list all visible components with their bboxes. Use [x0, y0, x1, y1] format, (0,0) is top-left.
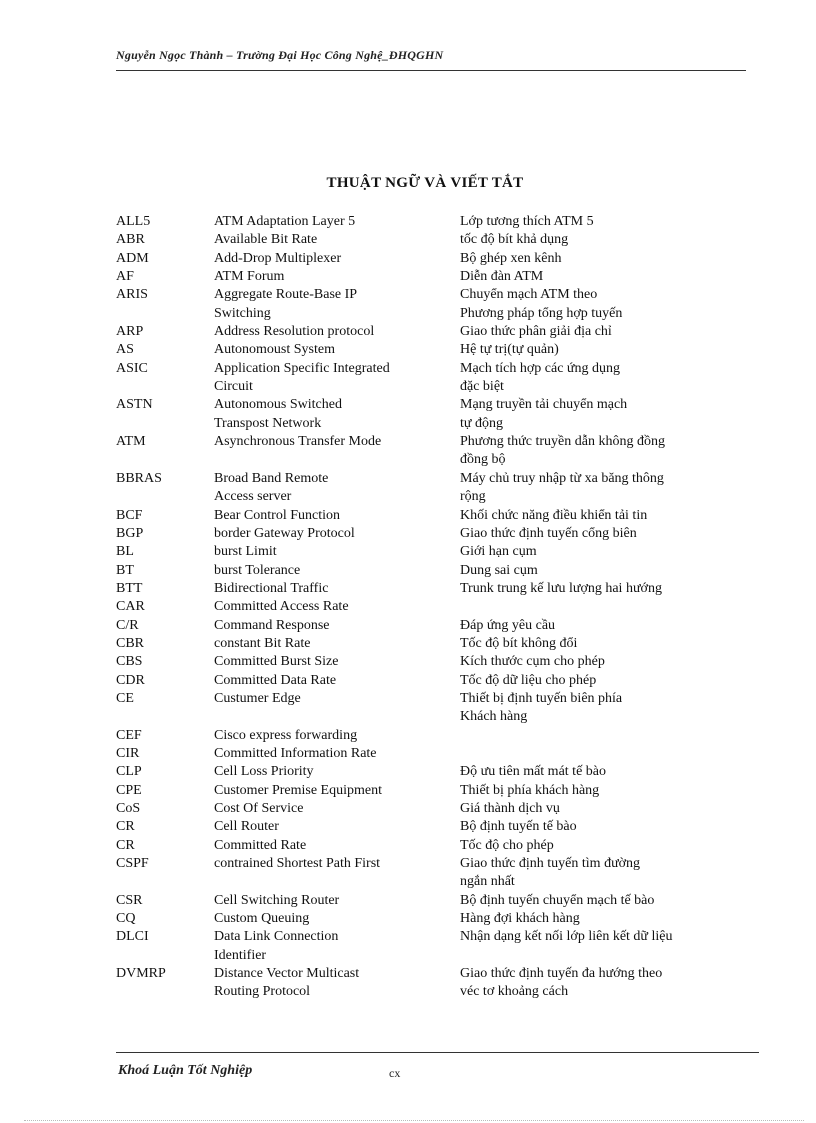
glossary-meaning: Khối chức năng điều khiển tải tin: [460, 507, 648, 523]
glossary-row: [116, 286, 756, 304]
glossary-abbreviation: ADM: [116, 250, 149, 266]
glossary-meaning: Máy chủ truy nhập từ xa băng thông: [460, 470, 664, 486]
glossary-abbreviation: CPE: [116, 782, 142, 798]
glossary-term: Access server: [214, 489, 292, 505]
glossary-row: [116, 396, 756, 414]
glossary-row: [116, 323, 756, 341]
glossary-term: Transpost Network: [214, 415, 322, 431]
glossary-meaning: [460, 947, 756, 965]
glossary-abbreviation: CSR: [116, 892, 143, 908]
glossary-table: [116, 213, 756, 1002]
glossary-abbreviation: CQ: [116, 911, 136, 927]
glossary-row: [116, 690, 756, 708]
glossary-meaning: Thiết bị định tuyến biên phía: [460, 690, 623, 706]
page-title: THUẬT NGỮ VÀ VIẾT TẮT: [326, 175, 524, 191]
glossary-term: ATM Adaptation Layer 5: [214, 214, 356, 229]
glossary-row: [116, 488, 756, 506]
glossary-abbreviation: [116, 708, 214, 726]
glossary-meaning: Giao thức định tuyến tìm đường: [460, 856, 641, 872]
glossary-meaning: [460, 598, 756, 616]
glossary-abbreviation: BCF: [116, 507, 143, 523]
glossary-meaning: Hệ tự trị(tự quản): [460, 342, 559, 358]
glossary-row: [116, 782, 756, 800]
glossary-abbreviation: CR: [116, 819, 135, 835]
glossary-meaning: Đáp ứng yêu cầu: [460, 617, 556, 633]
glossary-term: Application Specific Integrated: [214, 360, 390, 376]
glossary-term: Committed Data Rate: [214, 672, 337, 688]
glossary-term: Broad Band Remote: [214, 470, 329, 486]
glossary-abbreviation: BTT: [116, 580, 143, 596]
glossary-term: Available Bit Rate: [214, 232, 318, 248]
glossary-term: Aggregate Route-Base IP: [214, 287, 358, 303]
glossary-row: [116, 763, 756, 781]
glossary-meaning: Hàng đợi khách hàng: [460, 911, 580, 927]
glossary-term: Identifier: [214, 947, 267, 963]
glossary-row: [116, 305, 756, 323]
page-number: cx: [389, 1066, 401, 1080]
glossary-term: burst Tolerance: [214, 562, 301, 578]
glossary-row: [116, 598, 756, 616]
glossary-meaning: Phương pháp tổng hợp tuyến: [460, 305, 623, 321]
glossary-row: [116, 507, 756, 525]
glossary-term: Cisco express forwarding: [214, 727, 358, 743]
glossary-row: [116, 470, 756, 488]
glossary-meaning: Dung sai cụm: [460, 562, 538, 578]
glossary-meaning: Bộ định tuyến chuyển mạch tế bào: [460, 892, 655, 908]
glossary-term: Data Link Connection: [214, 929, 339, 945]
glossary-abbreviation: [116, 305, 214, 323]
glossary-term: Address Resolution protocol: [214, 324, 375, 340]
glossary-abbreviation: CDR: [116, 672, 145, 688]
glossary-row: [116, 451, 756, 469]
glossary-term: Committed Rate: [214, 837, 307, 853]
glossary-abbreviation: BGP: [116, 525, 144, 541]
glossary-meaning: Diễn đàn ATM: [460, 269, 544, 285]
glossary-meaning: Bộ định tuyến tế bào: [460, 819, 577, 835]
glossary-row: [116, 617, 756, 635]
glossary-term: Committed Burst Size: [214, 654, 339, 670]
glossary-row: [116, 341, 756, 359]
glossary-abbreviation: AS: [116, 342, 134, 358]
glossary-row: [116, 892, 756, 910]
glossary-term: Autonomous Switched: [214, 397, 342, 413]
page-bottom-border: [24, 1120, 804, 1121]
glossary-term: contrained Shortest Path First: [214, 856, 381, 872]
glossary-abbreviation: CSPF: [116, 856, 149, 872]
glossary-row: [116, 947, 756, 965]
glossary-term: [214, 708, 460, 726]
glossary-abbreviation: CEF: [116, 727, 142, 743]
glossary-row: [116, 983, 756, 1001]
glossary-term: border Gateway Protocol: [214, 525, 355, 541]
glossary-row: [116, 800, 756, 818]
glossary-term: burst Limit: [214, 544, 277, 560]
glossary-abbreviation: AF: [116, 269, 134, 285]
glossary-abbreviation: [116, 488, 214, 506]
glossary-meaning: [460, 745, 756, 763]
glossary-term: constant Bit Rate: [214, 635, 311, 651]
glossary-meaning: tốc độ bít khả dụng: [460, 232, 569, 248]
glossary-term: Bear Control Function: [214, 507, 340, 523]
glossary-row: [116, 965, 756, 983]
glossary-term: Custom Queuing: [214, 911, 310, 927]
glossary-term: Committed Access Rate: [214, 599, 349, 615]
glossary-meaning: Giao thức định tuyến cổng biên: [460, 525, 637, 541]
glossary-term: Switching: [214, 305, 271, 321]
glossary-term: Custumer Edge: [214, 690, 301, 706]
glossary-abbreviation: BT: [116, 562, 134, 578]
glossary-abbreviation: [116, 873, 214, 891]
glossary-abbreviation: ARIS: [116, 287, 148, 303]
glossary-meaning: Giá thành dịch vụ: [460, 801, 560, 816]
glossary-term: Cell Switching Router: [214, 892, 340, 908]
glossary-meaning: Tốc độ dữ liệu cho phép: [460, 672, 597, 688]
glossary-abbreviation: CLP: [116, 764, 142, 780]
glossary-meaning: Kích thước cụm cho phép: [460, 654, 605, 670]
glossary-row: [116, 873, 756, 891]
glossary-abbreviation: CAR: [116, 599, 145, 615]
glossary-row: [116, 433, 756, 451]
glossary-meaning: Tốc độ bít không đổi: [460, 635, 578, 651]
glossary-term: Add-Drop Multiplexer: [214, 250, 342, 266]
glossary-row: [116, 360, 756, 378]
footer-text: Khoá Luận Tốt Nghiệp: [118, 1063, 253, 1078]
glossary-abbreviation: ABR: [116, 232, 145, 248]
header-divider: [116, 70, 746, 71]
glossary-term: Bidirectional Traffic: [214, 580, 329, 596]
glossary-row: [116, 672, 756, 690]
glossary-meaning: Giao thức định tuyến đa hướng theo: [460, 966, 663, 982]
glossary-abbreviation: [116, 415, 214, 433]
glossary-row: [116, 837, 756, 855]
glossary-row: [116, 653, 756, 671]
glossary-term: Cell Router: [214, 819, 279, 835]
glossary-term: Autonomoust System: [214, 342, 335, 358]
glossary-row: [116, 213, 756, 231]
glossary-abbreviation: C/R: [116, 617, 139, 633]
glossary-meaning: Phương thức truyền dẫn không đồng: [460, 434, 665, 450]
glossary-meaning: Lớp tương thích ATM 5: [460, 214, 594, 229]
glossary-row: [116, 231, 756, 249]
glossary-meaning: Giao thức phân giải địa chỉ: [460, 324, 612, 340]
glossary-meaning: Chuyển mạch ATM theo: [460, 287, 598, 303]
glossary-abbreviation: CoS: [116, 801, 141, 816]
glossary-row: [116, 562, 756, 580]
glossary-abbreviation: [116, 983, 214, 1001]
glossary-abbreviation: [116, 451, 214, 469]
glossary-meaning: đồng bộ: [460, 452, 506, 468]
glossary-term: Command Response: [214, 617, 330, 633]
glossary-abbreviation: DVMRP: [116, 966, 166, 982]
glossary-meaning: véc tơ khoảng cách: [460, 984, 569, 1000]
glossary-row: [116, 580, 756, 598]
glossary-term: Cost Of Service: [214, 801, 304, 816]
glossary-term: [214, 451, 460, 469]
glossary-abbreviation: ASIC: [116, 360, 148, 376]
glossary-abbreviation: CBS: [116, 654, 143, 670]
glossary-row: [116, 928, 756, 946]
glossary-row: [116, 708, 756, 726]
glossary-meaning: Trunk trung kế lưu lượng hai hướng: [460, 580, 662, 596]
glossary-term: Committed Information Rate: [214, 745, 377, 761]
page-header-text: Nguyễn Ngọc Thành – Trường Đại Học Công Nghệ_ĐHQGHN: [116, 48, 444, 62]
glossary-row: [116, 635, 756, 653]
glossary-abbreviation: ATM: [116, 434, 146, 450]
glossary-meaning: Mạng truyền tải chuyển mạch: [460, 397, 628, 413]
glossary-row: [116, 525, 756, 543]
glossary-row: [116, 855, 756, 873]
glossary-term: Circuit: [214, 379, 253, 395]
glossary-row: [116, 727, 756, 745]
glossary-abbreviation: [116, 947, 214, 965]
glossary-row: [116, 910, 756, 928]
glossary-row: [116, 268, 756, 286]
glossary-abbreviation: CBR: [116, 635, 145, 651]
glossary-term: ATM Forum: [214, 269, 285, 285]
glossary-meaning: ngắn nhất: [460, 874, 515, 890]
glossary-meaning: [460, 727, 756, 745]
glossary-abbreviation: DLCI: [116, 929, 149, 945]
glossary-term: Cell Loss Priority: [214, 764, 314, 780]
glossary-term: Asynchronous Transfer Mode: [214, 434, 382, 450]
glossary-row: [116, 818, 756, 836]
glossary-meaning: Độ ưu tiên mất mát tế bào: [460, 764, 606, 780]
glossary-abbreviation: ASTN: [116, 397, 153, 413]
glossary-meaning: Tốc độ cho phép: [460, 837, 554, 853]
glossary-abbreviation: [116, 378, 214, 396]
footer-divider: [116, 1052, 759, 1053]
glossary-row: [116, 378, 756, 396]
glossary-meaning: tự động: [460, 415, 503, 431]
glossary-abbreviation: CR: [116, 837, 135, 853]
glossary-term: Routing Protocol: [214, 984, 311, 1000]
glossary-abbreviation: CE: [116, 690, 134, 706]
glossary-meaning: đặc biệt: [460, 379, 504, 395]
glossary-row: [116, 415, 756, 433]
glossary-meaning: Khách hàng: [460, 709, 528, 725]
glossary-abbreviation: BL: [116, 544, 134, 560]
glossary-abbreviation: CIR: [116, 745, 140, 761]
glossary-meaning: Bộ ghép xen kênh: [460, 250, 562, 266]
glossary-meaning: Giới hạn cụm: [460, 544, 537, 560]
glossary-term: Distance Vector Multicast: [214, 966, 360, 982]
glossary-row: [116, 250, 756, 268]
glossary-row: [116, 745, 756, 763]
glossary-meaning: Thiết bị phía khách hàng: [460, 782, 600, 798]
glossary-meaning: rộng: [460, 489, 486, 505]
glossary-row: [116, 543, 756, 561]
glossary-term: Customer Premise Equipment: [214, 782, 382, 798]
glossary-meaning: Mạch tích hợp các ứng dụng: [460, 360, 621, 376]
glossary-abbreviation: ARP: [116, 324, 144, 340]
glossary-abbreviation: ALL5: [116, 214, 151, 229]
glossary-term: [214, 873, 460, 891]
glossary-abbreviation: BBRAS: [116, 470, 162, 486]
glossary-meaning: Nhận dạng kết nối lớp liên kết dữ liệu: [460, 929, 673, 945]
